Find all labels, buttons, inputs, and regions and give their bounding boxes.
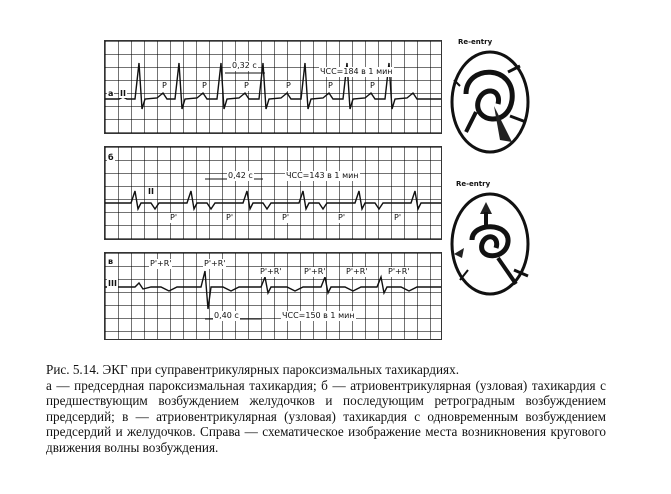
strip-v-p-label: P'+R' [346, 267, 368, 276]
heart-reentry-diagram-bottom [446, 188, 538, 298]
strip-v-rate: ЧСС=150 в 1 мин [282, 311, 355, 320]
strip-b-p-label: P' [226, 213, 234, 222]
ecg-strip-b [104, 146, 442, 240]
strip-b-lead: II [148, 187, 154, 196]
strip-a-lead: II [120, 89, 126, 98]
ecg-strip-a [104, 40, 442, 134]
strip-a-p-label: P [202, 81, 207, 90]
strip-b-p-label: P' [282, 213, 290, 222]
strip-b-p-label: P' [394, 213, 402, 222]
caption-body: а — предсердная пароксизмальная тахикардия; б — атриовентрикулярная (узловая) тахикардия с предшествующим возбуждением желудочков и последующим ретроградным возбуждением предсердий; в — атриовентрикулярная (узловая) тахикардия с одновременным возбуждением предсердий и желудочков. Справа — схематическое изображение места возникновения кругового движения волны возбуждения. [46, 377, 606, 455]
ecg-strip-v [104, 252, 442, 340]
strip-b-rate: ЧСС=143 в 1 мин [286, 171, 359, 180]
strip-v-lead: III [108, 279, 117, 288]
strip-v-p-label: P'+R' [204, 259, 226, 268]
caption-title: Рис. 5.14. ЭКГ при суправентрикулярных пароксизмальных тахикардиях. [46, 362, 460, 377]
strip-a-rate: ЧСС=184 в 1 мин [320, 67, 393, 76]
strip-a-letter: а [108, 89, 114, 98]
strip-a-p-label: P [244, 81, 249, 90]
strip-a-p-label: P [328, 81, 333, 90]
strip-v-p-label: P'+R' [260, 267, 282, 276]
strip-a-interval: 0,32 с [232, 61, 257, 70]
strip-b-letter: б [108, 153, 114, 162]
strip-v-p-label: P'+R' [304, 267, 326, 276]
figure-caption [46, 362, 606, 456]
strip-v-p-label: P'+R' [150, 259, 172, 268]
ecg-trace-b [105, 147, 441, 239]
strip-b-p-label: P' [338, 213, 346, 222]
strip-a-p-label: P [162, 81, 167, 90]
strip-v-interval: 0,40 с [214, 311, 239, 320]
strip-a-p-label: P [286, 81, 291, 90]
strip-b-interval: 0,42 с [228, 171, 253, 180]
strip-b-p-label: P' [170, 213, 178, 222]
strip-v-p-label: P'+R' [388, 267, 410, 276]
heart-reentry-diagram-top [446, 46, 538, 156]
ecg-trace-a [105, 41, 441, 133]
reentry-label-bottom: Re-entry [456, 180, 491, 188]
strip-v-letter: в [108, 257, 114, 266]
reentry-label-top: Re-entry [458, 38, 493, 46]
strip-a-p-label: P [370, 81, 375, 90]
